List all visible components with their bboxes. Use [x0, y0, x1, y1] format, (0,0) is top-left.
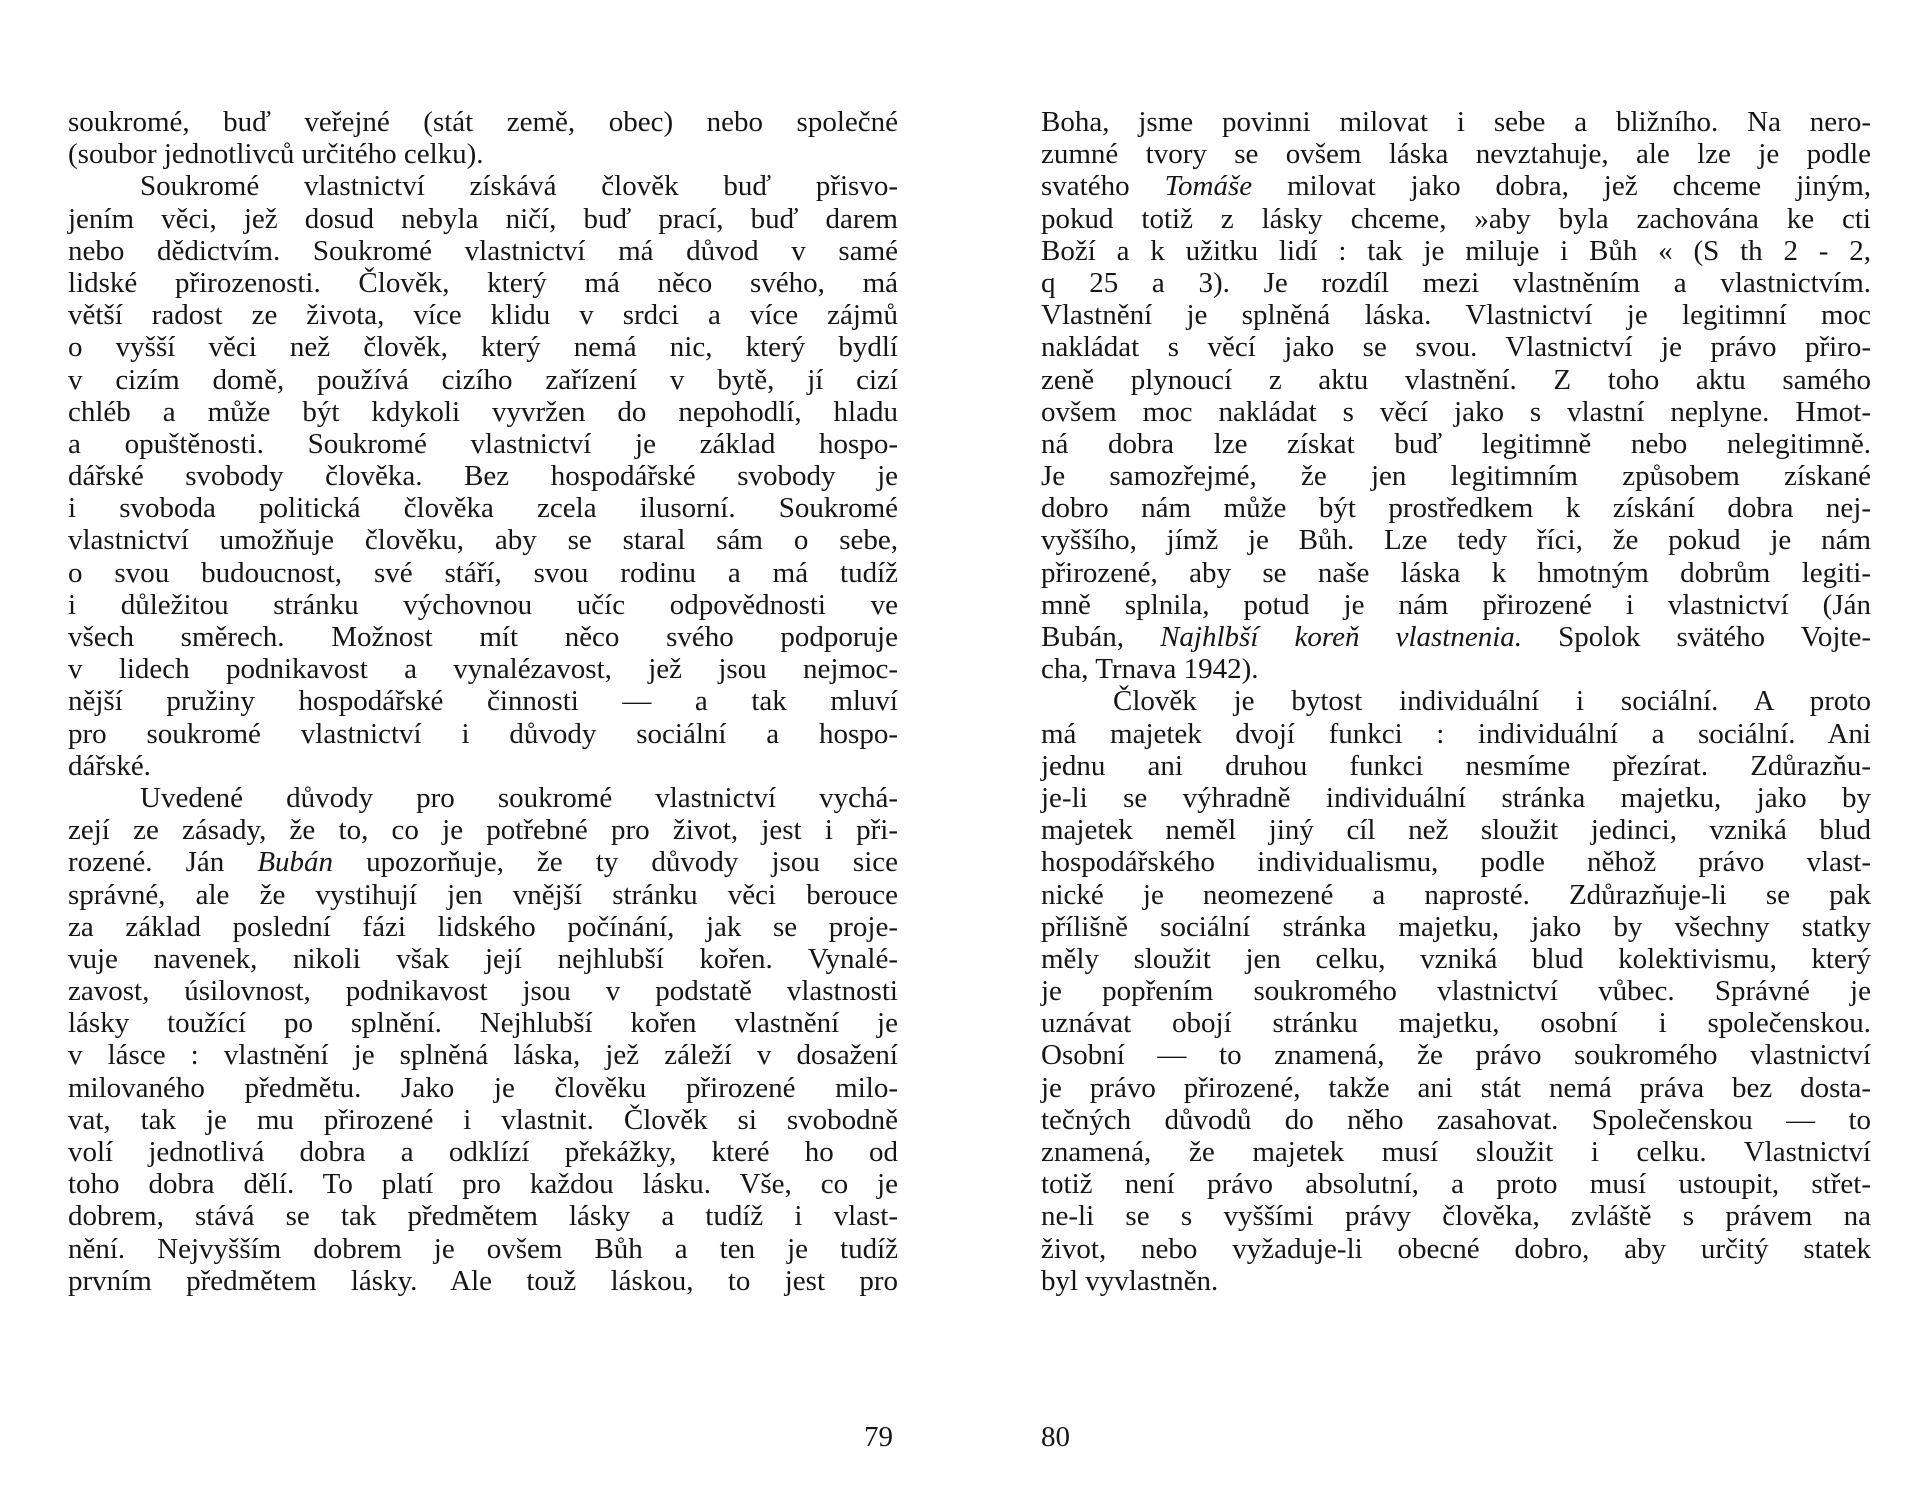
- text-line: i svoboda politická člověka zcela ilusorní. Soukromé: [68, 492, 898, 525]
- text-line: majetek neměl jiný cíl než sloužit jedinci, vzniká blud: [1041, 814, 1871, 847]
- text-line: ovšem moc nakládat s věcí jako s vlastní neplyne. Hmot-: [1041, 395, 1871, 428]
- text-line: větší radost ze života, více klidu v srdci a více zájmů: [68, 299, 898, 332]
- text-line: vat, tak je mu přirozené i vlastnit. Člověk si svobodně: [68, 1103, 898, 1136]
- text-line: vlastnictví umožňuje člověku, aby se staral sám o sebe,: [68, 524, 898, 557]
- text-line: volí jednotlivá dobra a odklízí překážky, které ho od: [68, 1136, 898, 1168]
- text-line: uznávat obojí stránku majetku, osobní i společenskou.: [1041, 1007, 1871, 1040]
- text-line: toho dobra dělí. To platí pro každou lásku. Vše, co je: [68, 1168, 898, 1201]
- text-line: zumné tvory se ovšem láska nevztahuje, ale lze je podle: [1041, 138, 1871, 171]
- text-line: dobrem, stává se tak předmětem lásky a tudíž i vlast-: [68, 1200, 898, 1233]
- text-line: Vlastnění je splněná láska. Vlastnictví je legitimní moc: [1041, 299, 1871, 332]
- text-line: ne-li se s vyššími právy člověka, zvláště s právem na: [1041, 1200, 1871, 1233]
- left-page-text: [68, 106, 898, 1297]
- text-line: přílišně sociální stránka majetku, jako by všechny statky: [1041, 910, 1871, 943]
- text-line: všech směrech. Možnost mít něco svého podporuje: [68, 621, 898, 653]
- text-line: rozené. Ján Bubán upozorňuje, že ty důvody jsou sice: [68, 846, 898, 879]
- text-line: nější pružiny hospodářské činnosti — a tak mluví: [68, 685, 898, 718]
- text-line: Je samozřejmé, že jen legitimním způsobem získané: [1041, 460, 1871, 493]
- text-line: nické je neomezené a naprosté. Zdůrazňuje-li se pak: [1041, 878, 1871, 911]
- text-line: má majetek dvojí funkci : individuální a sociální. Ani: [1041, 717, 1871, 750]
- text-line: znamená, že majetek musí sloužit i celku. Vlastnictví: [1041, 1136, 1871, 1168]
- text-line: hospodářského individualismu, podle něhož právo vlast-: [1041, 846, 1871, 879]
- text-line: mně splnila, potud je nám přirozené i vlastnictví (Ján: [1041, 588, 1871, 621]
- text-line: v lásce : vlastnění je splněná láska, jež záleží v dosažení: [68, 1039, 898, 1072]
- text-line: Člověk je bytost individuální i sociální. A proto: [1113, 685, 1871, 718]
- text-line: (soubor jednotlivců určitého celku).: [68, 138, 484, 171]
- text-line: o vyšší věci než člověk, který nemá nic, který bydlí: [68, 331, 898, 364]
- right-page-text: [1041, 106, 1871, 1297]
- text-line: dobro nám může být prostředkem k získání dobra nej-: [1041, 492, 1871, 525]
- italic-name: Tomáše: [1164, 170, 1253, 203]
- text-line: totiž není právo absolutní, a proto musí ustoupit, střet-: [1041, 1168, 1871, 1201]
- text-line: milovaného předmětu. Jako je člověku přirozené milo-: [68, 1071, 898, 1104]
- text-line: dářské.: [68, 749, 151, 782]
- text-line: Soukromé vlastnictví získává člověk buď přisvo-: [140, 170, 898, 203]
- text-line: q 25 a 3). Je rozdíl mezi vlastněním a vlastnictvím.: [1041, 266, 1871, 299]
- text-line: jednu ani druhou funkci nesmíme přezírat. Zdůrazňu-: [1041, 749, 1871, 782]
- text-line: vyššího, jímž je Bůh. Lze tedy říci, že pokud je nám: [1041, 524, 1871, 557]
- text-line: zejí ze zásady, že to, co je potřebné pro život, jest i při-: [68, 814, 898, 847]
- text-line: nakládat s věcí jako se svou. Vlastnictví je právo přiro-: [1041, 331, 1871, 364]
- text-line: Uvedené důvody pro soukromé vlastnictví vychá-: [140, 781, 898, 814]
- italic-name: Bubán: [257, 846, 334, 879]
- left-page-number: 79: [864, 1421, 893, 1453]
- text-line: jením věci, jež dosud nebyla ničí, buď prací, buď darem: [68, 202, 898, 235]
- right-page: [959, 0, 1918, 1500]
- text-line: správné, ale že vystihují jen vnější stránku věci berouce: [68, 878, 898, 911]
- text-line: v lidech podnikavost a vynalézavost, jež jsou nejmoc-: [68, 653, 898, 686]
- text-line: lásky toužící po splnění. Nejhlubší kořen vlastnění je: [68, 1007, 898, 1040]
- italic-name: Najhlbší koreň vlastnenia.: [1160, 621, 1523, 653]
- text-line: dářské svobody člověka. Bez hospodářské svobody je: [68, 460, 898, 493]
- text-line: o svou budoucnost, své stáří, svou rodinu a má tudíž: [68, 556, 898, 589]
- text-line: zavost, úsilovnost, podnikavost jsou v podstatě vlastnosti: [68, 975, 898, 1008]
- text-line: cha, Trnava 1942).: [1041, 653, 1259, 686]
- text-line: za základ poslední fázi lidského počínání, jak se proje-: [68, 910, 898, 943]
- text-line: i důležitou stránku výchovnou učíc odpovědnosti ve: [68, 588, 898, 621]
- text-line: a opuštěnosti. Soukromé vlastnictví je základ hospo-: [68, 427, 898, 460]
- text-line: zeně plynoucí z aktu vlastnění. Z toho aktu samého: [1041, 363, 1871, 396]
- text-line: pro soukromé vlastnictví i důvody sociální a hospo-: [68, 717, 898, 750]
- text-line: Osobní — to znamená, že právo soukromého vlastnictví: [1041, 1039, 1871, 1072]
- text-line: prvním předmětem lásky. Ale touž láskou, to jest pro: [68, 1264, 898, 1297]
- text-line: je právo přirozené, takže ani stát nemá práva bez dosta-: [1041, 1071, 1871, 1104]
- text-line: ná dobra lze získat buď legitimně nebo nelegitimně.: [1041, 427, 1871, 460]
- text-line: v cizím domě, používá cizího zařízení v bytě, jí cizí: [68, 363, 898, 396]
- text-line: byl vyvlastněn.: [1041, 1264, 1219, 1297]
- text-line: nebo dědictvím. Soukromé vlastnictví má důvod v samé: [68, 234, 898, 267]
- text-line: pokud totiž z lásky chceme, »aby byla zachována ke cti: [1041, 202, 1871, 235]
- right-page-number: 80: [1041, 1421, 1070, 1453]
- text-line: je-li se výhradně individuální stránka majetku, jako by: [1041, 781, 1871, 814]
- text-line: Boží a k užitku lidí : tak je miluje i Bůh « (S th 2 - 2,: [1041, 234, 1871, 267]
- text-line: tečných důvodů do něho zasahovat. Společenskou — to: [1041, 1103, 1871, 1136]
- text-line: přirozené, aby se naše láska k hmotným dobrům legiti-: [1041, 556, 1871, 589]
- text-line: je popřením soukromého vlastnictví vůbec. Správné je: [1041, 975, 1871, 1008]
- text-line: vuje navenek, nikoli však její nejhlubší kořen. Vynalé-: [68, 942, 898, 975]
- text-line: měly sloužit jen celku, vzniká blud kolektivismu, který: [1041, 942, 1871, 975]
- text-line: svatého Tomáše milovat jako dobra, jež chceme jiným,: [1041, 170, 1871, 203]
- text-line: chléb a může být kdykoli vyvržen do nepohodlí, hladu: [68, 395, 898, 428]
- text-line: Bubán, Najhlbší koreň vlastnenia. Spolok svätého Vojte-: [1041, 621, 1872, 653]
- text-line: Boha, jsme povinni milovat i sebe a bližního. Na nero-: [1041, 106, 1871, 138]
- text-line: lidské přirozenosti. Člověk, který má něco svého, má: [68, 266, 898, 299]
- text-line: soukromé, buď veřejné (stát země, obec) nebo společné: [68, 106, 898, 138]
- text-line: život, nebo vyžaduje-li obecné dobro, aby určitý statek: [1041, 1232, 1871, 1265]
- text-line: nění. Nejvyšším dobrem je ovšem Bůh a ten je tudíž: [68, 1232, 898, 1265]
